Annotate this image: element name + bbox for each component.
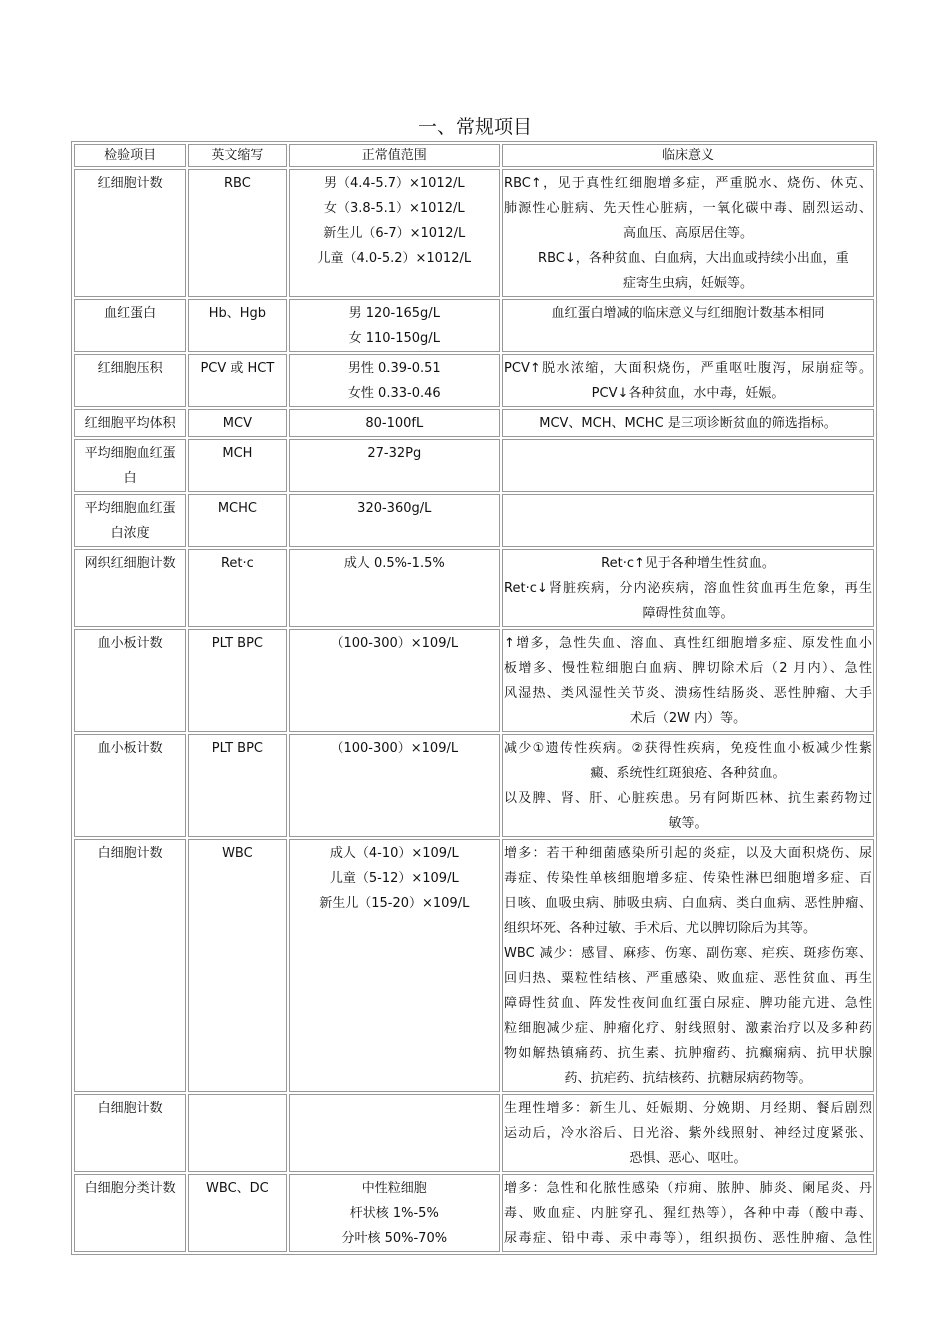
abbreviation-text: PLT BPC	[211, 636, 263, 651]
cell-normal-range	[289, 549, 501, 627]
cell-abbreviation	[188, 1094, 286, 1172]
cell-normal-range	[289, 1094, 501, 1172]
cell-abbreviation	[188, 354, 286, 407]
cell-test-item	[74, 1094, 186, 1172]
normal-range-line: （100-300）×109/L	[330, 636, 459, 651]
abbreviation-text: MCH	[222, 446, 253, 461]
test-item-text: 血小板计数	[97, 741, 163, 756]
cell-test-item	[74, 169, 186, 297]
cell-abbreviation	[188, 299, 286, 352]
clinical-significance-line: 增多：急性和化脓性感染（疖痈、脓肿、肺炎、阑尾炎、丹	[504, 1181, 872, 1196]
clinical-significance-line: RBC↓，各种贫血、白血病，大出血或持续小出血，重	[538, 251, 849, 266]
cell-clinical-significance	[502, 1174, 874, 1252]
clinical-significance-line: WBC 减少：感冒、麻疹、伤寒、副伤寒、疟疾、斑疹伤寒、	[504, 946, 872, 961]
cell-clinical-significance	[502, 354, 874, 407]
clinical-significance-line: 术后（2W 内）等。	[629, 711, 747, 726]
cell-abbreviation	[188, 734, 286, 837]
cell-clinical-significance	[502, 1094, 874, 1172]
clinical-significance-line: 增多：若干种细菌感染所引起的炎症，以及大面积烧伤、尿	[504, 846, 872, 861]
normal-range-line: 女（3.8-5.1）×1012/L	[323, 201, 465, 216]
table-row	[74, 1094, 874, 1172]
cell-clinical-significance	[502, 629, 874, 732]
normal-range-line: 80-100fL	[365, 416, 424, 431]
cell-abbreviation	[188, 169, 286, 297]
cell-abbreviation	[188, 839, 286, 1092]
test-item-text: 白	[123, 471, 137, 486]
abbreviation-text: MCHC	[217, 501, 257, 516]
clinical-significance-line: 高血压、高原居住等。	[623, 226, 754, 241]
cell-clinical-significance	[502, 549, 874, 627]
cell-normal-range	[289, 494, 501, 547]
clinical-significance-line: Ret·c↓肾脏疾病，分内泌疾病，溶血性贫血再生危象，再生	[504, 581, 872, 596]
abbreviation-text: PCV 或 HCT	[200, 361, 275, 376]
clinical-significance-line: 风湿热、类风湿性关节炎、溃疡性结肠炎、恶性肿瘤、大手	[504, 686, 872, 701]
cell-test-item	[74, 299, 186, 352]
clinical-significance-line: 运动后，冷水浴后、日光浴、紫外线照射、神经过度紧张、	[504, 1126, 872, 1141]
test-item-text: 红细胞计数	[97, 176, 163, 191]
cell-test-item	[74, 409, 186, 437]
test-item-text: 网织红细胞计数	[84, 556, 176, 571]
normal-range-line: 成人（4-10）×109/L	[329, 846, 459, 861]
lab-reference-table	[71, 141, 877, 1255]
abbreviation-text: MCV	[222, 416, 252, 431]
test-item-text: 红细胞平均体积	[84, 416, 176, 431]
normal-range-line: 分叶核 50%-70%	[341, 1231, 448, 1246]
normal-range-line: 女 110-150g/L	[348, 331, 440, 346]
clinical-significance-line: 癜、系统性红斑狼疮、各种贫血。	[590, 766, 786, 781]
table-row	[74, 439, 874, 492]
cell-normal-range	[289, 734, 501, 837]
cell-test-item	[74, 1174, 186, 1252]
normal-range-line: （100-300）×109/L	[330, 741, 459, 756]
clinical-significance-line: 药、抗疟药、抗结核药、抗糖尿病药物等。	[564, 1071, 812, 1086]
test-item-text: 平均细胞血红蛋	[84, 501, 176, 516]
abbreviation-text: WBC	[222, 846, 253, 861]
cell-clinical-significance	[502, 494, 874, 547]
normal-range-line: 男（4.4-5.7）×1012/L	[323, 176, 465, 191]
test-item-text: 血红蛋白	[104, 306, 157, 321]
cell-abbreviation	[188, 409, 286, 437]
table-row	[74, 1174, 874, 1252]
cell-abbreviation	[188, 549, 286, 627]
clinical-significance-line: ↑增多，急性失血、溶血、真性红细胞增多症、原发性血小	[504, 636, 872, 651]
cell-test-item	[74, 734, 186, 837]
clinical-significance-line: 生理性增多：新生儿、妊娠期、分娩期、月经期、餐后剧烈	[504, 1101, 872, 1116]
clinical-significance-line: 障碍性贫血、阵发性夜间血红蛋白尿症、脾功能亢进、急性	[504, 996, 872, 1011]
table-row	[74, 354, 874, 407]
cell-test-item	[74, 629, 186, 732]
clinical-significance-line: PCV↓各种贫血，水中毒，妊娠。	[591, 386, 785, 401]
cell-normal-range	[289, 439, 501, 492]
clinical-significance-line: 肺源性心脏病、先天性心脏病，一氧化碳中毒、剧烈运动、	[504, 201, 872, 216]
abbreviation-text: PLT BPC	[211, 741, 263, 756]
clinical-significance-line: Ret·c↑见于各种增生性贫血。	[601, 556, 775, 571]
cell-clinical-significance	[502, 734, 874, 837]
test-item-text: 白浓度	[110, 526, 150, 541]
abbreviation-text: RBC	[223, 176, 251, 191]
header-abbreviation: 英文缩写	[188, 144, 286, 167]
normal-range-line: 男性 0.39-0.51	[347, 361, 441, 376]
clinical-significance-line: PCV↑脱水浓缩，大面积烧伤，严重呕吐腹泻，尿崩症等。	[504, 361, 872, 376]
abbreviation-text: Ret·c	[220, 556, 254, 571]
cell-clinical-significance	[502, 299, 874, 352]
test-item-text: 白细胞计数	[97, 846, 163, 861]
clinical-significance-line: 恐惧、恶心、呕吐。	[629, 1151, 747, 1166]
cell-abbreviation	[188, 629, 286, 732]
cell-clinical-significance	[502, 839, 874, 1092]
test-item-text: 白细胞分类计数	[84, 1181, 176, 1196]
clinical-significance-line: 血红蛋白增减的临床意义与红细胞计数基本相同	[551, 306, 825, 321]
header-test-item: 检验项目	[74, 144, 186, 167]
table-row	[74, 494, 874, 547]
clinical-significance-line: 敏等。	[668, 816, 708, 831]
table-header-row	[74, 144, 874, 167]
clinical-significance-line: 毒症、传染性单核细胞增多症、传染性淋巴细胞增多症、百	[504, 871, 872, 886]
cell-clinical-significance	[502, 439, 874, 492]
cell-normal-range	[289, 1174, 501, 1252]
clinical-significance-line: 以及脾、肾、肝、心脏疾患。另有阿斯匹林、抗生素药物过	[504, 791, 872, 806]
header-normal-range: 正常值范围	[289, 144, 501, 167]
table-body	[74, 169, 874, 1252]
clinical-significance-line: 尿毒症、铅中毒、汞中毒等），组织损伤、恶性肿瘤、急性	[504, 1231, 872, 1246]
normal-range-line: 27-32Pg	[367, 446, 422, 461]
cell-normal-range	[289, 409, 501, 437]
clinical-significance-line: 日咳、血吸虫病、肺吸虫病、白血病、类白血病、恶性肿瘤、	[504, 896, 872, 911]
cell-abbreviation	[188, 1174, 286, 1252]
clinical-significance-line: MCV、MCH、MCHC 是三项诊断贫血的筛选指标。	[539, 416, 837, 431]
normal-range-line: 男 120-165g/L	[348, 306, 440, 321]
normal-range-line: 儿童（4.0-5.2）×1012/L	[317, 251, 472, 266]
cell-normal-range	[289, 169, 501, 297]
normal-range-line: 中性粒细胞	[361, 1181, 427, 1196]
normal-range-line: 成人 0.5%-1.5%	[343, 556, 445, 571]
cell-normal-range	[289, 839, 501, 1092]
cell-test-item	[74, 839, 186, 1092]
cell-abbreviation	[188, 439, 286, 492]
cell-test-item	[74, 549, 186, 627]
clinical-significance-line: RBC↑，见于真性红细胞增多症，严重脱水、烧伤、休克、	[504, 176, 872, 191]
clinical-significance-line: 障碍性贫血等。	[642, 606, 734, 621]
test-item-text: 平均细胞血红蛋	[84, 446, 176, 461]
cell-clinical-significance	[502, 169, 874, 297]
table-row	[74, 409, 874, 437]
cell-normal-range	[289, 299, 501, 352]
clinical-significance-line: 症寄生虫病，妊娠等。	[623, 276, 754, 291]
table-row	[74, 629, 874, 732]
clinical-significance-line: 粒细胞减少症、肿瘤化疗、射线照射、激素治疗以及多种药	[504, 1021, 872, 1036]
normal-range-line: 儿童（5-12）×109/L	[329, 871, 459, 886]
clinical-significance-line: 组织坏死、各种过敏、手术后、尤以脾切除后为其等。	[504, 921, 817, 936]
normal-range-line: 新生儿（6-7）×1012/L	[323, 226, 466, 241]
table-row	[74, 299, 874, 352]
cell-test-item	[74, 354, 186, 407]
test-item-text: 红细胞压积	[97, 361, 163, 376]
clinical-significance-line: 回归热、粟粒性结核、严重感染、败血症、恶性贫血、再生	[504, 971, 872, 986]
clinical-significance-line: 板增多、慢性粒细胞白血病、脾切除术后（2 月内）、急性	[504, 661, 872, 676]
clinical-significance-line: 物如解热镇痛药、抗生素、抗肿瘤药、抗癫痫病、抗甲状腺	[504, 1046, 872, 1061]
cell-test-item	[74, 494, 186, 547]
table-row	[74, 734, 874, 837]
table-row	[74, 839, 874, 1092]
cell-normal-range	[289, 629, 501, 732]
cell-clinical-significance	[502, 409, 874, 437]
test-item-text: 血小板计数	[97, 636, 163, 651]
normal-range-line: 320-360g/L	[357, 501, 432, 516]
cell-normal-range	[289, 354, 501, 407]
normal-range-line: 新生儿（15-20）×109/L	[319, 896, 470, 911]
table-row	[74, 549, 874, 627]
normal-range-line: 杆状核 1%-5%	[349, 1206, 439, 1221]
cell-abbreviation	[188, 494, 286, 547]
page-title: 一、常规项目	[417, 116, 532, 138]
abbreviation-text: WBC、DC	[206, 1181, 269, 1196]
table-row	[74, 169, 874, 297]
clinical-significance-line: 减少①遗传性疾病。②获得性疾病，免疫性血小板减少性紫	[504, 741, 872, 756]
header-clinical-significance: 临床意义	[502, 144, 874, 167]
test-item-text: 白细胞计数	[97, 1101, 163, 1116]
abbreviation-text: Hb、Hgb	[208, 306, 267, 321]
cell-test-item	[74, 439, 186, 492]
clinical-significance-line: 毒、败血症、内脏穿孔、猩红热等），各种中毒（酸中毒、	[504, 1206, 872, 1221]
normal-range-line: 女性 0.33-0.46	[347, 386, 441, 401]
